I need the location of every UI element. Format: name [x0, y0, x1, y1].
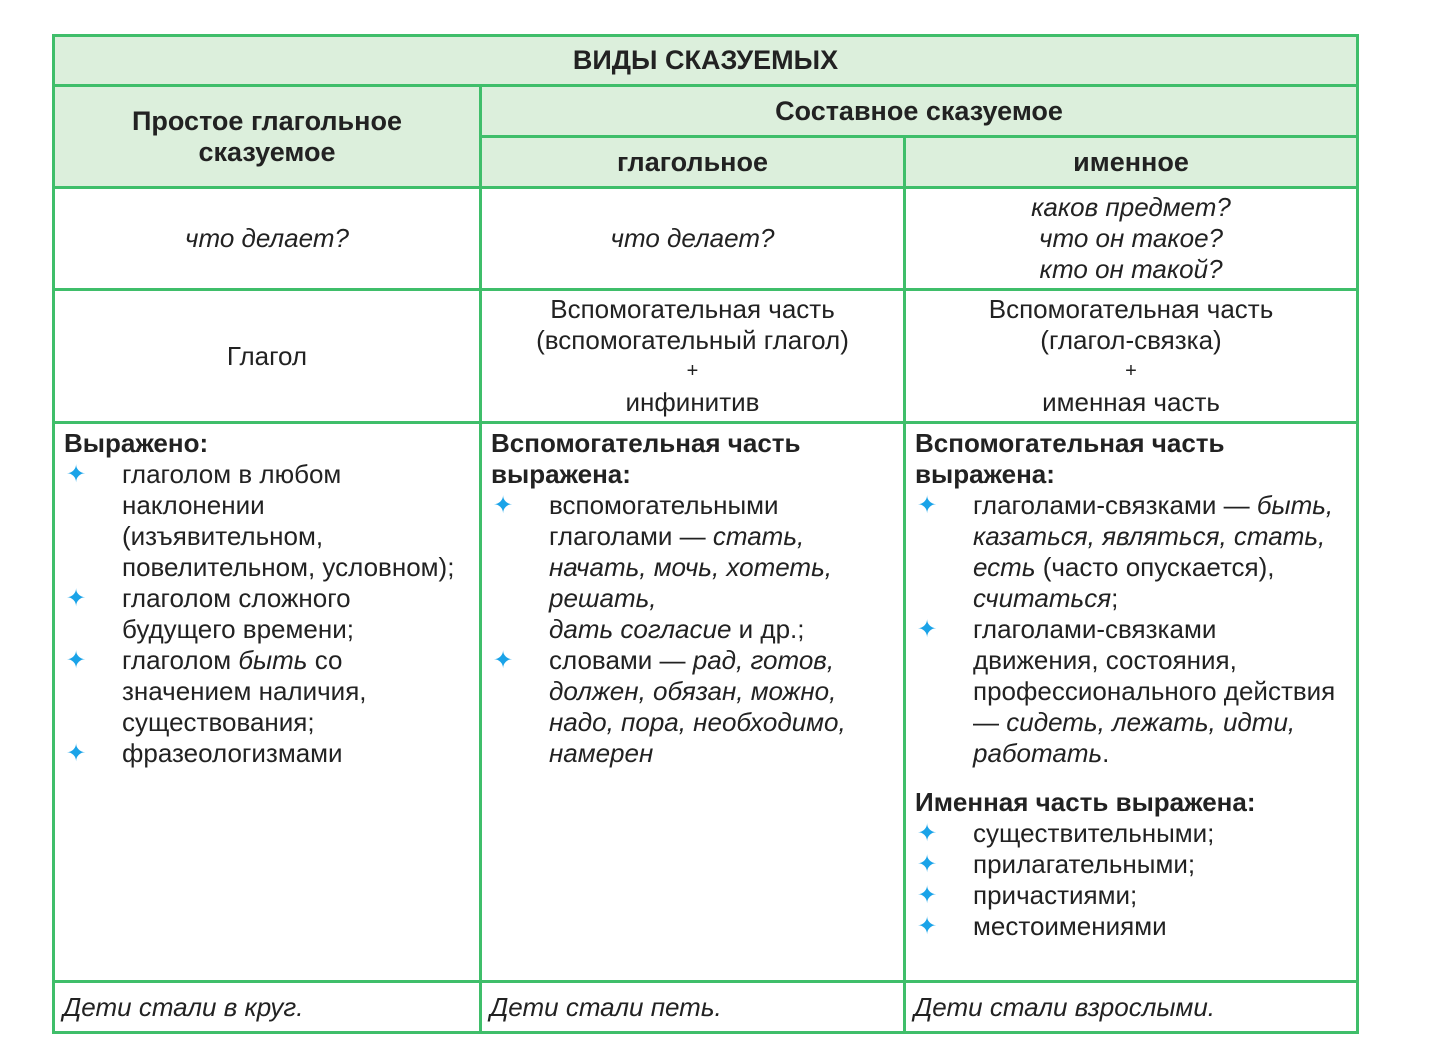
star-bullet-icon: ✦ — [66, 740, 87, 767]
question-verbal: что делает? — [481, 188, 905, 290]
composition-line: Вспомогательная часть — [988, 294, 1274, 324]
question-line: что он такое? — [1039, 223, 1223, 253]
star-bullet-icon: ✦ — [66, 585, 87, 612]
header-nominal: именное — [905, 137, 1358, 188]
expressed-lead: Выражено: — [64, 428, 209, 458]
list-item: ✦ глаголами-связками движения, состояния, профессионального действия — сидеть, лежать, идти, работать. — [917, 614, 1336, 768]
question-line: кто он такой? — [1039, 254, 1223, 284]
header-compound: Составное сказуемое — [481, 86, 1358, 137]
expressed-lead: Вспомогательная часть выражена: — [915, 428, 1225, 489]
composition-line: (вспомогательный глагол) — [536, 325, 849, 355]
nominal-part-list — [915, 818, 1348, 942]
composition-nominal — [905, 290, 1358, 423]
star-bullet-icon: ✦ — [917, 616, 938, 643]
expressed-lead: Вспомогательная часть выражена: — [491, 428, 801, 489]
question-nominal — [905, 188, 1358, 290]
composition-plus: + — [1125, 360, 1137, 382]
star-bullet-icon: ✦ — [917, 913, 938, 940]
table-title: ВИДЫ СКАЗУЕМЫХ — [54, 36, 1358, 86]
example-nominal: Дети стали взрослыми. — [905, 982, 1358, 1033]
header-verbal: глагольное — [481, 137, 905, 188]
expressed-list — [915, 490, 1348, 769]
header-simple: Простое глагольное сказуемое — [54, 86, 481, 188]
expressed-list — [491, 490, 895, 769]
star-bullet-icon: ✦ — [917, 882, 938, 909]
composition-line: именная часть — [1042, 387, 1220, 417]
question-line: каков предмет? — [1031, 192, 1231, 222]
star-bullet-icon: ✦ — [493, 492, 514, 519]
composition-plus: + — [686, 360, 699, 382]
list-item: ✦ глаголом быть со значением наличия, существования; — [66, 645, 367, 737]
composition-line: Вспомогательная часть — [550, 294, 835, 324]
list-item: ✦ существительными; — [917, 818, 1215, 848]
expressed-nominal — [905, 423, 1358, 982]
expressed-simple — [54, 423, 481, 982]
star-bullet-icon: ✦ — [66, 647, 87, 674]
expressed-verbal — [481, 423, 905, 982]
composition-line: инфинитив — [625, 387, 760, 417]
star-bullet-icon: ✦ — [917, 492, 938, 519]
list-item: ✦ прилагательными; — [917, 849, 1196, 879]
list-item: ✦ глаголом сложного будущего времени; — [66, 583, 354, 644]
list-item: ✦ глаголами-связками — быть, казаться, являться, стать, есть (часто опускается), считаться; — [917, 490, 1334, 613]
list-item: ✦ глаголом в любом наклонении (изъявительном, повелительном, условном); — [66, 459, 455, 582]
list-item: ✦ причастиями; — [917, 880, 1138, 910]
list-item: ✦ словами — рад, готов, должен, обязан, можно, надо, пора, необходимо, намерен — [493, 645, 846, 768]
composition-line: (глагол-связка) — [1040, 325, 1222, 355]
example-simple: Дети стали в круг. — [54, 982, 481, 1033]
star-bullet-icon: ✦ — [493, 647, 514, 674]
list-item: ✦ фразеологизмами — [66, 738, 343, 768]
star-bullet-icon: ✦ — [66, 461, 87, 488]
nominal-part-lead: Именная часть выражена: — [915, 787, 1256, 817]
question-simple: что делает? — [54, 188, 481, 290]
list-item: ✦ вспомогательными глаголами — стать, начать, мочь, хотеть, решать, дать согласие и др.; — [493, 490, 832, 644]
star-bullet-icon: ✦ — [917, 851, 938, 878]
list-item: ✦ местоимениями — [917, 911, 1167, 941]
expressed-list — [64, 459, 471, 769]
composition-verbal — [481, 290, 905, 423]
composition-simple: Глагол — [54, 290, 481, 423]
star-bullet-icon: ✦ — [917, 820, 938, 847]
example-verbal: Дети стали петь. — [481, 982, 905, 1033]
predicate-types-table — [52, 34, 1359, 1034]
